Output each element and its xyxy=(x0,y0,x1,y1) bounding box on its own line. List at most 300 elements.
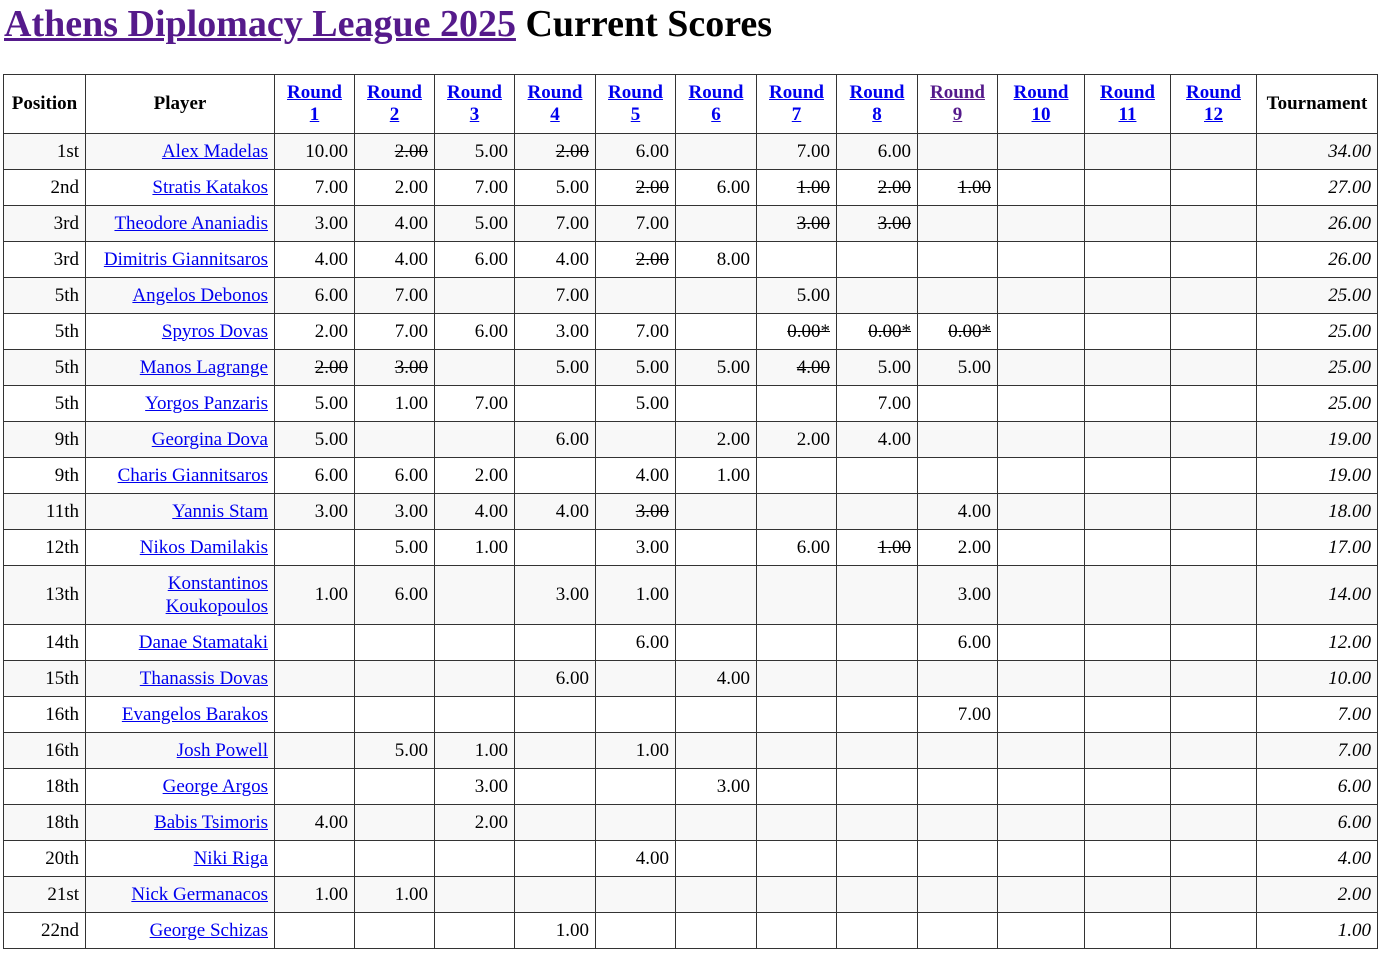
score-cell-round-4 xyxy=(515,278,596,314)
score-cell-round-6 xyxy=(676,625,757,661)
round-11-link[interactable] xyxy=(1100,82,1155,125)
round-9-link[interactable] xyxy=(930,82,985,125)
discarded-score: 3.00 xyxy=(796,212,830,234)
tournament-header: Tournament xyxy=(1257,75,1378,134)
discarded-score: 3.00 xyxy=(394,356,428,378)
position-cell: 9th xyxy=(4,422,86,458)
round-link-label: Round xyxy=(769,82,824,103)
round-10-link[interactable] xyxy=(1014,82,1069,125)
position-cell: 9th xyxy=(4,458,86,494)
round-6-link[interactable] xyxy=(689,82,744,125)
score-cell-round-1 xyxy=(275,566,355,625)
position-cell: 18th xyxy=(4,805,86,841)
score-value: 5.00 xyxy=(635,392,669,414)
score-value: 5.00 xyxy=(394,536,428,558)
score-cell-round-5 xyxy=(596,530,676,566)
score-cell-round-12 xyxy=(1171,206,1257,242)
score-value: 4.00 xyxy=(394,248,428,270)
score-cell-round-9 xyxy=(918,566,998,625)
score-cell-round-10 xyxy=(998,314,1085,350)
player-cell xyxy=(86,386,275,422)
score-value: 7.00 xyxy=(796,140,830,162)
score-cell-round-10 xyxy=(998,661,1085,697)
score-cell-round-9 xyxy=(918,458,998,494)
tournament-total-cell: 27.00 xyxy=(1257,170,1378,206)
score-cell-round-1 xyxy=(275,625,355,661)
score-value: 5.00 xyxy=(796,284,830,306)
player-link[interactable]: Manos Lagrange xyxy=(139,356,268,378)
player-link[interactable]: Dimitris Giannitsaros xyxy=(103,248,268,270)
score-cell-round-3 xyxy=(435,530,515,566)
score-cell-round-3 xyxy=(435,625,515,661)
player-link[interactable]: Evangelos Barakos xyxy=(121,703,268,725)
score-cell-round-7 xyxy=(757,877,837,913)
score-cell-round-2 xyxy=(355,458,435,494)
score-cell-round-9 xyxy=(918,314,998,350)
score-cell-round-10 xyxy=(998,697,1085,733)
player-cell xyxy=(86,530,275,566)
tournament-total-cell: 4.00 xyxy=(1257,841,1378,877)
score-cell-round-9 xyxy=(918,530,998,566)
player-cell xyxy=(86,877,275,913)
round-link-label: Round xyxy=(688,82,744,103)
score-cell-round-8 xyxy=(837,350,918,386)
score-value: 7.00 xyxy=(394,284,428,306)
score-value: 5.00 xyxy=(314,428,348,450)
player-link[interactable]: Yannis Stam xyxy=(172,500,268,522)
player-cell xyxy=(86,422,275,458)
score-cell-round-2 xyxy=(355,134,435,170)
score-cell-round-8 xyxy=(837,458,918,494)
tournament-total-cell: 25.00 xyxy=(1257,386,1378,422)
position-cell: 20th xyxy=(4,841,86,877)
round-3-link[interactable] xyxy=(447,82,502,125)
player-link[interactable]: Yorgos Panzaris xyxy=(145,392,268,414)
table-row xyxy=(4,386,1378,422)
score-cell-round-11 xyxy=(1085,422,1171,458)
score-value: 3.00 xyxy=(314,212,348,234)
round-link-label: Round xyxy=(287,82,342,103)
score-cell-round-8 xyxy=(837,841,918,877)
score-value: 1.00 xyxy=(716,464,750,486)
player-link[interactable]: Babis Tsimoris xyxy=(154,811,268,833)
score-cell-round-6 xyxy=(676,134,757,170)
score-value: 7.00 xyxy=(635,212,669,234)
score-cell-round-3 xyxy=(435,458,515,494)
score-cell-round-7 xyxy=(757,697,837,733)
score-cell-round-9 xyxy=(918,494,998,530)
player-link[interactable]: Josh Powell xyxy=(176,739,268,761)
round-link-label: Round xyxy=(527,82,583,103)
score-value: 6.00 xyxy=(555,428,589,450)
score-cell-round-7 xyxy=(757,350,837,386)
player-link[interactable]: Charis Giannitsaros xyxy=(117,464,268,486)
round-8-header xyxy=(837,75,918,134)
score-value: 3.00 xyxy=(555,320,589,342)
discarded-score: 3.00 xyxy=(877,212,911,234)
league-title-link[interactable]: Athens Diplomacy League 2025 xyxy=(4,3,516,45)
round-5-header xyxy=(596,75,676,134)
score-cell-round-12 xyxy=(1171,913,1257,949)
score-cell-round-8 xyxy=(837,697,918,733)
score-cell-round-3 xyxy=(435,278,515,314)
score-cell-round-7 xyxy=(757,422,837,458)
player-cell xyxy=(86,733,275,769)
score-cell-round-1 xyxy=(275,242,355,278)
score-cell-round-12 xyxy=(1171,841,1257,877)
score-cell-round-5 xyxy=(596,625,676,661)
score-value: 1.00 xyxy=(394,392,428,414)
score-cell-round-5 xyxy=(596,733,676,769)
score-value: 1.00 xyxy=(555,919,589,941)
round-12-link[interactable] xyxy=(1186,82,1241,125)
score-cell-round-3 xyxy=(435,841,515,877)
round-link-label: Round xyxy=(1013,82,1069,103)
score-cell-round-4 xyxy=(515,170,596,206)
score-cell-round-5 xyxy=(596,134,676,170)
player-link[interactable]: Georgina Dova xyxy=(151,428,268,450)
score-cell-round-12 xyxy=(1171,769,1257,805)
score-value: 6.00 xyxy=(957,631,991,653)
score-cell-round-6 xyxy=(676,877,757,913)
round-link-number: 5 xyxy=(630,104,641,125)
score-cell-round-11 xyxy=(1085,913,1171,949)
score-cell-round-1 xyxy=(275,458,355,494)
score-cell-round-5 xyxy=(596,170,676,206)
score-cell-round-1 xyxy=(275,134,355,170)
position-cell: 5th xyxy=(4,350,86,386)
player-link[interactable]: George Argos xyxy=(162,775,268,797)
score-cell-round-10 xyxy=(998,913,1085,949)
tournament-total-cell: 7.00 xyxy=(1257,733,1378,769)
score-cell-round-7 xyxy=(757,530,837,566)
score-value: 6.00 xyxy=(635,631,669,653)
score-cell-round-1 xyxy=(275,206,355,242)
score-cell-round-2 xyxy=(355,805,435,841)
player-link[interactable]: Theodore Ananiadis xyxy=(114,212,268,234)
score-cell-round-7 xyxy=(757,278,837,314)
score-value: 6.00 xyxy=(394,584,428,605)
player-link[interactable]: Thanassis Dovas xyxy=(139,667,268,689)
score-cell-round-6 xyxy=(676,913,757,949)
score-cell-round-11 xyxy=(1085,769,1171,805)
score-cell-round-12 xyxy=(1171,625,1257,661)
score-value: 6.00 xyxy=(796,536,830,558)
discarded-score: 2.00 xyxy=(877,176,911,198)
player-link[interactable]: Nick Germanacos xyxy=(131,883,268,905)
position-cell: 5th xyxy=(4,314,86,350)
score-cell-round-9 xyxy=(918,769,998,805)
tournament-total-cell: 7.00 xyxy=(1257,697,1378,733)
score-value: 2.00 xyxy=(314,320,348,342)
score-value: 6.00 xyxy=(314,464,348,486)
score-cell-round-5 xyxy=(596,242,676,278)
score-value: 1.00 xyxy=(314,584,348,605)
round-link-number: 7 xyxy=(791,104,802,125)
round-1-link[interactable] xyxy=(287,82,342,125)
round-4-header xyxy=(515,75,596,134)
table-row xyxy=(4,625,1378,661)
score-cell-round-2 xyxy=(355,386,435,422)
round-1-header xyxy=(275,75,355,134)
score-cell-round-4 xyxy=(515,422,596,458)
score-cell-round-5 xyxy=(596,350,676,386)
score-cell-round-12 xyxy=(1171,805,1257,841)
score-value: 4.00 xyxy=(314,811,348,833)
score-cell-round-2 xyxy=(355,350,435,386)
round-link-label: Round xyxy=(608,82,663,103)
score-value: 5.00 xyxy=(394,739,428,761)
round-8-link[interactable] xyxy=(850,82,905,125)
player-link[interactable]: Konstantinos Koukopoulos xyxy=(165,573,268,617)
score-value: 7.00 xyxy=(314,176,348,198)
discarded-score: 0.00* xyxy=(948,320,991,342)
score-cell-round-3 xyxy=(435,913,515,949)
position-cell: 11th xyxy=(4,494,86,530)
score-value: 2.00 xyxy=(474,464,508,486)
score-value: 3.00 xyxy=(635,536,669,558)
score-cell-round-12 xyxy=(1171,494,1257,530)
round-2-header xyxy=(355,75,435,134)
score-cell-round-11 xyxy=(1085,386,1171,422)
score-cell-round-1 xyxy=(275,877,355,913)
round-link-label: Round xyxy=(1100,82,1155,103)
score-cell-round-3 xyxy=(435,242,515,278)
score-cell-round-9 xyxy=(918,697,998,733)
score-cell-round-9 xyxy=(918,134,998,170)
discarded-score: 1.00 xyxy=(796,176,830,198)
score-cell-round-9 xyxy=(918,805,998,841)
score-value: 6.00 xyxy=(394,464,428,486)
score-value: 8.00 xyxy=(716,248,750,270)
table-row xyxy=(4,134,1378,170)
tournament-total-cell: 17.00 xyxy=(1257,530,1378,566)
discarded-score: 3.00 xyxy=(635,500,669,522)
score-value: 4.00 xyxy=(555,248,589,270)
round-link-number: 12 xyxy=(1204,104,1223,125)
score-cell-round-9 xyxy=(918,913,998,949)
score-cell-round-8 xyxy=(837,314,918,350)
score-value: 3.00 xyxy=(394,500,428,522)
score-cell-round-6 xyxy=(676,661,757,697)
player-cell xyxy=(86,458,275,494)
score-cell-round-1 xyxy=(275,314,355,350)
table-row xyxy=(4,422,1378,458)
round-link-number: 9 xyxy=(952,104,963,125)
score-cell-round-9 xyxy=(918,422,998,458)
score-cell-round-1 xyxy=(275,733,355,769)
player-link[interactable]: Niki Riga xyxy=(193,847,268,869)
score-cell-round-6 xyxy=(676,170,757,206)
table-row xyxy=(4,530,1378,566)
discarded-score: 1.00 xyxy=(957,176,991,198)
round-9-header xyxy=(918,75,998,134)
score-cell-round-11 xyxy=(1085,661,1171,697)
score-value: 6.00 xyxy=(716,176,750,198)
score-cell-round-9 xyxy=(918,350,998,386)
score-cell-round-10 xyxy=(998,386,1085,422)
score-value: 3.00 xyxy=(716,775,750,797)
position-cell: 13th xyxy=(4,566,86,625)
score-value: 6.00 xyxy=(474,320,508,342)
score-value: 6.00 xyxy=(555,667,589,689)
position-cell: 5th xyxy=(4,278,86,314)
tournament-total-cell: 6.00 xyxy=(1257,805,1378,841)
round-4-link[interactable] xyxy=(528,82,583,125)
score-cell-round-5 xyxy=(596,458,676,494)
score-value: 1.00 xyxy=(394,883,428,905)
score-value: 7.00 xyxy=(394,320,428,342)
score-cell-round-12 xyxy=(1171,530,1257,566)
position-cell: 1st xyxy=(4,134,86,170)
score-cell-round-9 xyxy=(918,242,998,278)
score-value: 1.00 xyxy=(474,739,508,761)
player-cell xyxy=(86,314,275,350)
score-value: 5.00 xyxy=(957,356,991,378)
score-cell-round-6 xyxy=(676,494,757,530)
score-cell-round-3 xyxy=(435,386,515,422)
score-cell-round-9 xyxy=(918,625,998,661)
player-link[interactable]: Alex Madelas xyxy=(161,140,268,162)
score-cell-round-11 xyxy=(1085,458,1171,494)
score-cell-round-3 xyxy=(435,877,515,913)
tournament-total-cell: 26.00 xyxy=(1257,206,1378,242)
player-link[interactable]: Stratis Katakos xyxy=(152,176,268,198)
score-cell-round-6 xyxy=(676,733,757,769)
score-cell-round-3 xyxy=(435,134,515,170)
round-link-number: 1 xyxy=(309,104,320,125)
score-cell-round-5 xyxy=(596,566,676,625)
score-cell-round-8 xyxy=(837,134,918,170)
score-cell-round-9 xyxy=(918,841,998,877)
score-cell-round-6 xyxy=(676,278,757,314)
score-cell-round-4 xyxy=(515,530,596,566)
player-cell xyxy=(86,913,275,949)
player-link[interactable]: Nikos Damilakis xyxy=(139,536,268,558)
score-value: 7.00 xyxy=(957,703,991,725)
scores-body xyxy=(4,134,1378,949)
tournament-total-cell: 10.00 xyxy=(1257,661,1378,697)
score-cell-round-12 xyxy=(1171,386,1257,422)
score-cell-round-7 xyxy=(757,733,837,769)
round-7-link[interactable] xyxy=(769,82,824,125)
score-cell-round-1 xyxy=(275,913,355,949)
score-value: 5.00 xyxy=(635,356,669,378)
score-cell-round-2 xyxy=(355,841,435,877)
score-cell-round-1 xyxy=(275,841,355,877)
score-cell-round-11 xyxy=(1085,242,1171,278)
score-cell-round-7 xyxy=(757,661,837,697)
score-cell-round-10 xyxy=(998,566,1085,625)
score-cell-round-8 xyxy=(837,494,918,530)
round-link-number: 8 xyxy=(872,104,882,125)
discarded-score: 2.00 xyxy=(635,248,669,270)
score-cell-round-12 xyxy=(1171,170,1257,206)
round-5-link[interactable] xyxy=(608,82,663,125)
player-cell xyxy=(86,350,275,386)
score-cell-round-1 xyxy=(275,278,355,314)
tournament-total-cell: 1.00 xyxy=(1257,913,1378,949)
score-cell-round-9 xyxy=(918,733,998,769)
tournament-total-cell: 14.00 xyxy=(1257,566,1378,625)
score-cell-round-10 xyxy=(998,877,1085,913)
player-link[interactable]: Spyros Dovas xyxy=(161,320,268,342)
score-cell-round-2 xyxy=(355,278,435,314)
table-row xyxy=(4,733,1378,769)
score-cell-round-4 xyxy=(515,350,596,386)
score-cell-round-1 xyxy=(275,530,355,566)
score-value: 2.00 xyxy=(394,176,428,198)
tournament-total-cell: 19.00 xyxy=(1257,458,1378,494)
score-cell-round-10 xyxy=(998,350,1085,386)
score-cell-round-10 xyxy=(998,422,1085,458)
player-link[interactable]: George Schizas xyxy=(149,919,268,941)
score-value: 4.00 xyxy=(314,248,348,270)
score-cell-round-2 xyxy=(355,494,435,530)
score-cell-round-8 xyxy=(837,530,918,566)
score-cell-round-12 xyxy=(1171,422,1257,458)
score-cell-round-4 xyxy=(515,697,596,733)
score-cell-round-11 xyxy=(1085,494,1171,530)
score-cell-round-2 xyxy=(355,206,435,242)
score-cell-round-7 xyxy=(757,625,837,661)
round-link-label: Round xyxy=(447,82,502,103)
score-cell-round-4 xyxy=(515,841,596,877)
score-cell-round-4 xyxy=(515,805,596,841)
player-cell xyxy=(86,278,275,314)
score-cell-round-7 xyxy=(757,242,837,278)
score-value: 2.00 xyxy=(716,428,750,450)
score-cell-round-8 xyxy=(837,913,918,949)
score-cell-round-11 xyxy=(1085,625,1171,661)
scores-table xyxy=(3,74,1378,949)
score-cell-round-10 xyxy=(998,206,1085,242)
score-cell-round-4 xyxy=(515,625,596,661)
score-cell-round-5 xyxy=(596,661,676,697)
score-cell-round-6 xyxy=(676,769,757,805)
score-cell-round-8 xyxy=(837,625,918,661)
score-cell-round-12 xyxy=(1171,661,1257,697)
score-cell-round-3 xyxy=(435,170,515,206)
round-12-header xyxy=(1171,75,1257,134)
player-header: Player xyxy=(86,75,275,134)
score-cell-round-6 xyxy=(676,841,757,877)
score-cell-round-8 xyxy=(837,206,918,242)
player-cell xyxy=(86,661,275,697)
score-cell-round-5 xyxy=(596,422,676,458)
score-cell-round-2 xyxy=(355,913,435,949)
score-value: 5.00 xyxy=(314,392,348,414)
score-cell-round-6 xyxy=(676,350,757,386)
score-cell-round-10 xyxy=(998,733,1085,769)
position-cell: 15th xyxy=(4,661,86,697)
score-cell-round-7 xyxy=(757,805,837,841)
player-link[interactable]: Angelos Debonos xyxy=(132,284,268,306)
position-cell: 3rd xyxy=(4,242,86,278)
round-2-link[interactable] xyxy=(367,82,422,125)
table-row xyxy=(4,661,1378,697)
score-cell-round-7 xyxy=(757,494,837,530)
score-cell-round-6 xyxy=(676,566,757,625)
player-link[interactable]: Danae Stamataki xyxy=(138,631,268,653)
score-cell-round-12 xyxy=(1171,566,1257,625)
score-cell-round-11 xyxy=(1085,733,1171,769)
score-cell-round-7 xyxy=(757,769,837,805)
round-link-number: 10 xyxy=(1031,104,1051,125)
score-cell-round-4 xyxy=(515,877,596,913)
score-cell-round-1 xyxy=(275,386,355,422)
score-value: 7.00 xyxy=(474,176,508,198)
